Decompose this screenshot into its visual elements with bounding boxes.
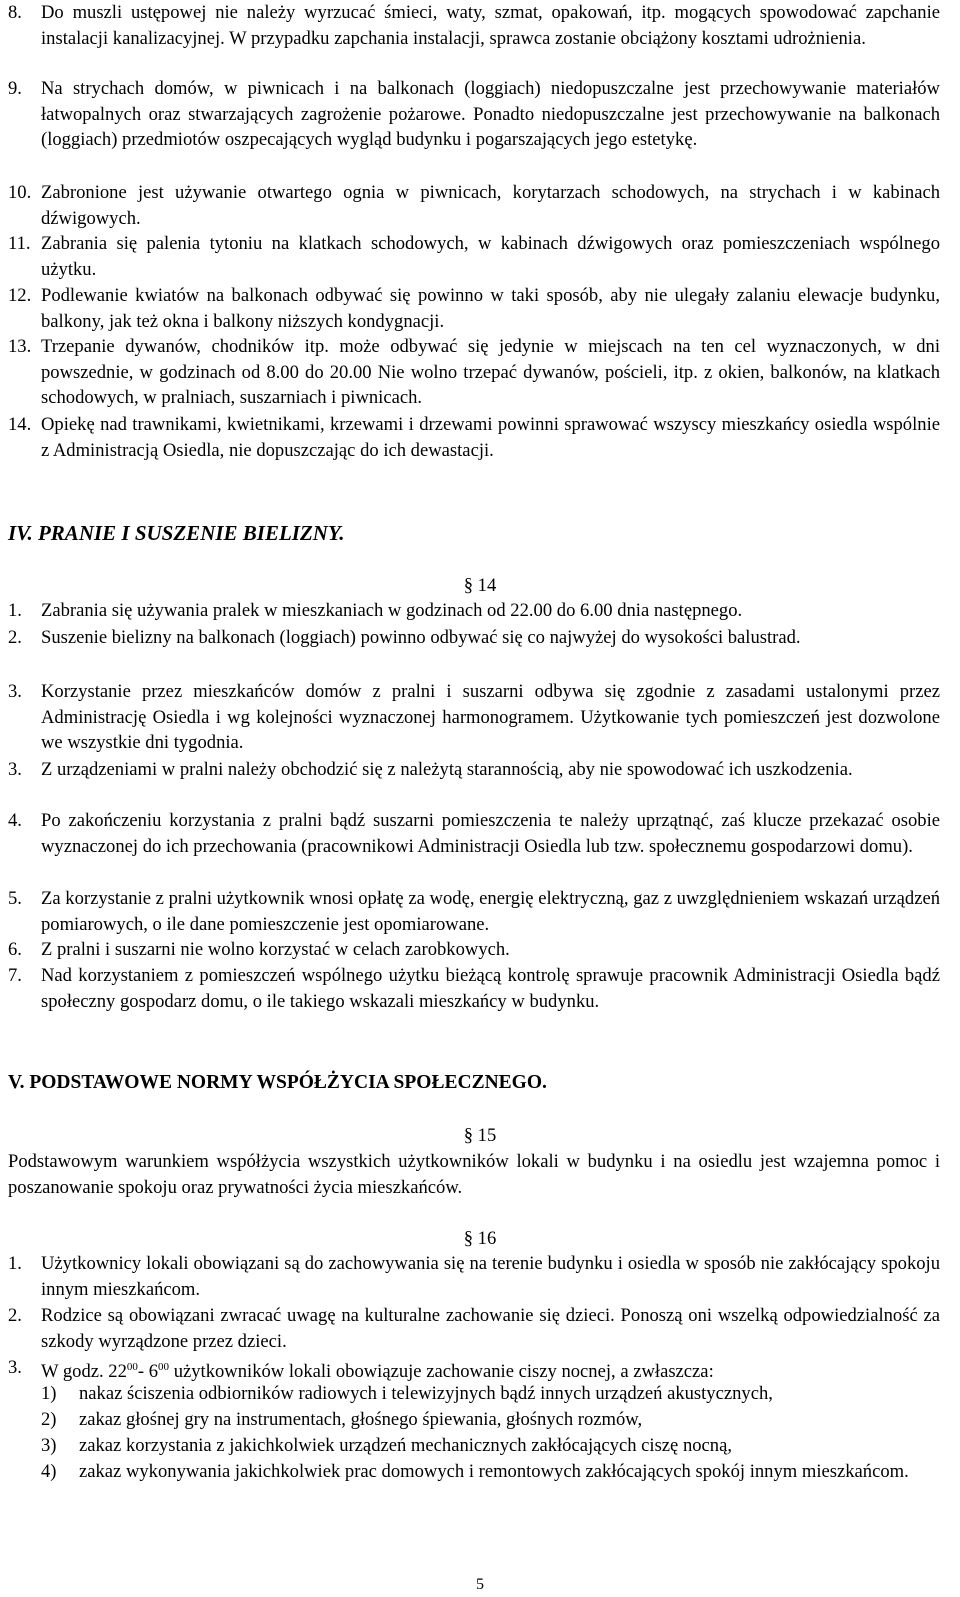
list-item-text: Na strychach domów, w piwnicach i na balkonach (loggiach) niedopuszczalne jest przechowywanie materiałów łatwopalnych oraz stwarzających zagrożenie pożarowe. Ponadto niedopuszczalne jest przechowywanie na balkonach (loggiach) przedmiotów oszpecających wygląd budynku i pogarszających jego estetykę.	[41, 78, 940, 150]
paragraph-mark: § 16	[463, 1228, 497, 1249]
sub-list-item-text: zakaz korzystania z jakichkolwiek urządzeń mechanicznych zakłócających ciszę nocną,	[79, 1435, 733, 1456]
list-item-text: Po zakończeniu korzystania z pralni bądź suszarni pomieszczenia te należy uprzątnąć, zaś klucze przekazać osobie wyznaczonej do ich przechowania (pracownikowi Administracji Osiedla lub tzw. społecznemu gospodarzowi domu).	[41, 810, 940, 857]
list-item-number: 3.	[8, 759, 22, 780]
item-suffix-text: użytkowników lokali obowiązuje zachowanie ciszy nocnej, a zwłaszcza:	[169, 1361, 714, 1383]
list-item-number: 3.	[8, 681, 22, 702]
list-item-text: Rodzice są obowiązani zwracać uwagę na kulturalne zachowanie się dzieci. Ponoszą oni wszelką odpowiedzialność za szkody wyrządzone przez dzieci.	[41, 1305, 940, 1352]
section-heading: IV. PRANIE I SUSZENIE BIELIZNY.	[8, 521, 345, 545]
list-item-number: 3.	[8, 1357, 22, 1378]
list-item-text: Opiekę nad trawnikami, kwietnikami, krzewami i drzewami powinni sprawować wszyscy mieszkańcy osiedla wspólnie z Administracją Osiedla, nie dopuszczając do ich dewastacji.	[41, 414, 940, 461]
sub-list-item-text: zakaz wykonywania jakichkolwiek prac domowych i remontowych zakłócających spokój innym mieszkańcom.	[79, 1461, 909, 1482]
time-prefix: W godz. 22	[41, 1361, 127, 1383]
section-heading: V. PODSTAWOWE NORMY WSPÓŁŻYCIA SPOŁECZNEGO.	[8, 1072, 547, 1093]
sub-list-item-number: 2)	[41, 1409, 57, 1430]
sub-list-item-number: 4)	[41, 1461, 57, 1482]
list-item-text: Do muszli ustępowej nie należy wyrzucać śmieci, waty, szmat, opakowań, itp. mogących spowodować zapchanie instalacji kanalizacyjnej. W przypadku zapchania instalacji, sprawca zostanie obciążony kosztami udrożnienia.	[41, 2, 940, 49]
time-superscript: 00	[158, 1361, 170, 1373]
list-item-number: 9.	[8, 78, 22, 99]
list-item-text: Użytkownicy lokali obowiązani są do zachowywania się na terenie budynku i osiedla w sposób nie zakłócający spokoju innym mieszkańcom.	[41, 1253, 940, 1300]
time-superscript: 00	[126, 1361, 138, 1373]
list-item-number: 1.	[8, 600, 22, 621]
list-item-number: 12.	[8, 285, 32, 306]
list-item-text: Nad korzystaniem z pomieszczeń wspólnego użytku bieżącą kontrolę sprawuje pracownik Administracji Osiedla bądź społeczny gospodarz domu, o ile takiego wskazali mieszkańcy w budynku.	[41, 965, 940, 1012]
list-item-number: 6.	[8, 939, 22, 960]
list-item-number: 7.	[8, 965, 22, 986]
list-item-text: Z urządzeniami w pralni należy obchodzić się z należytą starannością, aby nie spowodować ich uszkodzenia.	[41, 759, 853, 780]
paragraph-text: Podstawowym warunkiem współżycia wszystkich użytkowników lokali w budynku i na osiedlu jest wzajemna pomoc i poszanowanie spokoju oraz prywatności życia mieszkańców.	[8, 1151, 940, 1198]
list-item-number: 2.	[8, 627, 22, 648]
list-item-text: Z pralni i suszarni nie wolno korzystać w celach zarobkowych.	[41, 939, 510, 960]
paragraph-mark: § 15	[463, 1125, 497, 1146]
list-item-text: Korzystanie przez mieszkańców domów z pralni i suszarni odbywa się zgodnie z zasadami ustalonymi przez Administrację Osiedla i wg kolejności wyznaczonej harmonogramem. Użytkowanie tych pomieszczeń jest dozwolone we wszystkie dni tygodnia.	[41, 681, 940, 753]
sub-list-item-number: 1)	[41, 1383, 57, 1404]
list-item-number: 14.	[8, 414, 32, 435]
list-item-number: 8.	[8, 2, 22, 23]
list-item-text: Zabrania się palenia tytoniu na klatkach schodowych, w kabinach dźwigowych oraz pomieszczeniach wspólnego użytku.	[41, 233, 940, 280]
time-separator: - 6	[137, 1361, 159, 1383]
list-item-text: Zabrania się używania pralek w mieszkaniach w godzinach od 22.00 do 6.00 dnia następnego.	[41, 600, 743, 621]
list-item-number: 13.	[8, 336, 32, 357]
sub-list-item-text: zakaz głośnej gry na instrumentach, głośnego śpiewania, głośnych rozmów,	[79, 1409, 643, 1430]
list-item-text: Podlewanie kwiatów na balkonach odbywać się powinno w taki sposób, aby nie ulegały zalaniu elewacje budynku, balkony, jak też okna i balkony niższych kondygnacji.	[41, 285, 940, 332]
list-item-number: 10.	[8, 182, 32, 203]
list-item-number: 2.	[8, 1305, 22, 1326]
list-item-text: Za korzystanie z pralni użytkownik wnosi opłatę za wodę, energię elektryczną, gaz z uwzględnieniem wskazań urządzeń pomiarowych, o ile dane pomieszczenie jest opomiarowane.	[41, 888, 940, 935]
sub-list-item-number: 3)	[41, 1435, 57, 1456]
list-item-text: Trzepanie dywanów, chodników itp. może odbywać się jedynie w miejscach na ten cel wyznaczonych, w dni powszednie, w godzinach od 8.00 do 20.00 Nie wolno trzepać dywanów, pościeli, itp. z okien, balkonów, na klatkach schodowych, w pralniach, suszarniach i piwnicach.	[41, 336, 940, 408]
list-item-number: 4.	[8, 810, 22, 831]
list-item-number: 1.	[8, 1253, 22, 1274]
page-number: 5	[476, 1576, 484, 1593]
sub-list-item-text: nakaz ściszenia odbiorników radiowych i telewizyjnych bądź innych urządzeń akustycznych,	[79, 1383, 773, 1404]
list-item-text: Zabronione jest używanie otwartego ognia w piwnicach, korytarzach schodowych, na strychach i w kabinach dźwigowych.	[41, 182, 940, 229]
list-item-number: 5.	[8, 888, 22, 909]
list-item-number: 11.	[8, 233, 31, 254]
list-item-text: Suszenie bielizny na balkonach (loggiach) powinno odbywać się co najwyżej do wysokości balustrad.	[41, 627, 801, 648]
paragraph-mark: § 14	[463, 575, 497, 596]
